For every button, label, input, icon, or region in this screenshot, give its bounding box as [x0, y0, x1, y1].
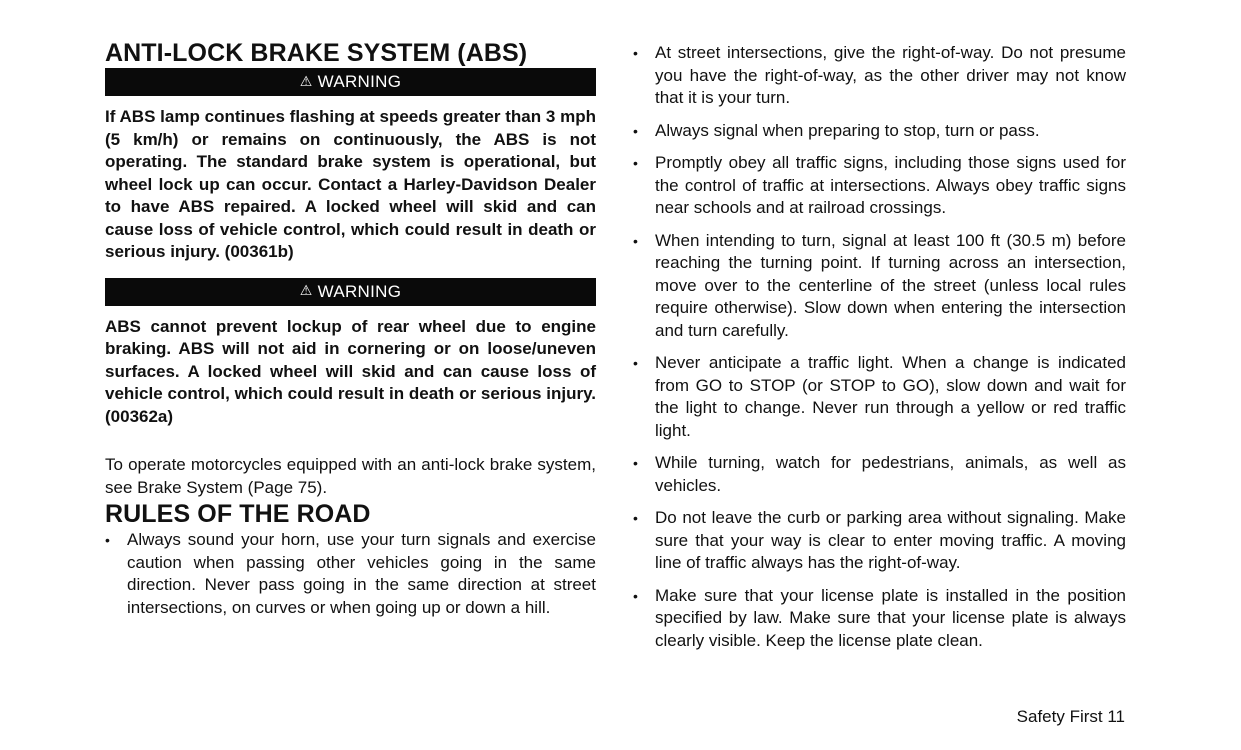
rule-item: • When intending to turn, signal at least 100 ft (30.5 m) before reaching the turning point. If turning across an intersection, move over to the centerline of the street (unless local rules require otherwise). Slow down when entering the intersection and turn carefully. — [633, 230, 1126, 340]
bullet-icon: • — [633, 455, 638, 471]
bullet-icon: • — [633, 122, 638, 139]
rule-item: • Never anticipate a traffic light. When a change is indicated from GO to STOP (or STOP to GO), slow down and wait for the light to change. Never run through a yellow or red traffic light. — [633, 353, 1126, 440]
abs-operate-text: To operate motorcycles equipped with an anti-lock brake system, see Brake System (Page 75). — [105, 455, 596, 497]
bullet-icon: • — [633, 587, 638, 604]
rule-item: • Always signal when preparing to stop, turn or pass. — [633, 120, 1126, 143]
bullet-icon: • — [633, 355, 638, 371]
rule-item: • While turning, watch for pedestrians, animals, as well as vehicles. — [633, 453, 1126, 495]
warning-text-1: If ABS lamp continues flashing at speeds greater than 3 mph (5 km/h) or remains on continuously, the ABS is not operating. The standard brake system is operational, but wheel lock up can occur. Contact a Harley-Davidson Dealer to have ABS repaired. A locked wheel will skid and can cause loss of vehicle control, which could result in death or serious injury. (00361b) — [105, 107, 596, 261]
abs-section-title: ANTI-LOCK BRAKE SYSTEM (ABS) — [105, 39, 528, 67]
bullet-icon: • — [633, 155, 638, 171]
rule-item: • At street intersections, give the right-of-way. Do not presume you have the right-of-way, as the other driver may not know that it is your turn. — [633, 43, 1126, 107]
bullet-icon: • — [633, 510, 638, 526]
warning-text-2: ABS cannot prevent lockup of rear wheel due to engine braking. ABS will not aid in cornering or on loose/uneven surfaces. A locked wheel will skid and can cause loss of vehicle control, which could result in death or serious injury. (00362a) — [105, 316, 596, 426]
warning-label-2: WARNING — [317, 281, 402, 301]
rule-item: • Do not leave the curb or parking area without signaling. Make sure that your way is clear to enter moving traffic. A moving line of traffic always has the right-of-way. — [633, 508, 1126, 572]
rule-item: • Always sound your horn, use your turn signals and exercise caution when passing other vehicles going in the same direction. Never pass going in the same direction at street intersections, on curves or when going up or down a hill. — [105, 530, 596, 617]
warning-bar-1 — [105, 68, 596, 96]
right-column — [633, 42, 1126, 662]
warning-triangle-icon: ⚠ — [299, 282, 313, 298]
rules-list-left — [105, 529, 596, 619]
rules-list-right — [633, 42, 1126, 652]
warning-triangle-icon: ⚠ — [299, 72, 313, 89]
page-footer: Safety First 11 — [1016, 707, 1125, 726]
left-column — [105, 38, 596, 629]
warning-label-1: WARNING — [317, 72, 402, 91]
bullet-icon: • — [633, 232, 638, 249]
rule-item: • Promptly obey all traffic signs, including those signs used for the control of traffic at intersections. Always obey traffic signs near schools and at railroad crossings. — [633, 153, 1126, 217]
warning-bar-2 — [105, 278, 596, 306]
bullet-icon: • — [633, 45, 638, 61]
rule-item: • Make sure that your license plate is installed in the position specified by law. Make sure that your license plate is always clearly visible. Keep the license plate clean. — [633, 585, 1126, 650]
bullet-icon: • — [105, 532, 110, 548]
rules-section-title: RULES OF THE ROAD — [105, 500, 371, 528]
